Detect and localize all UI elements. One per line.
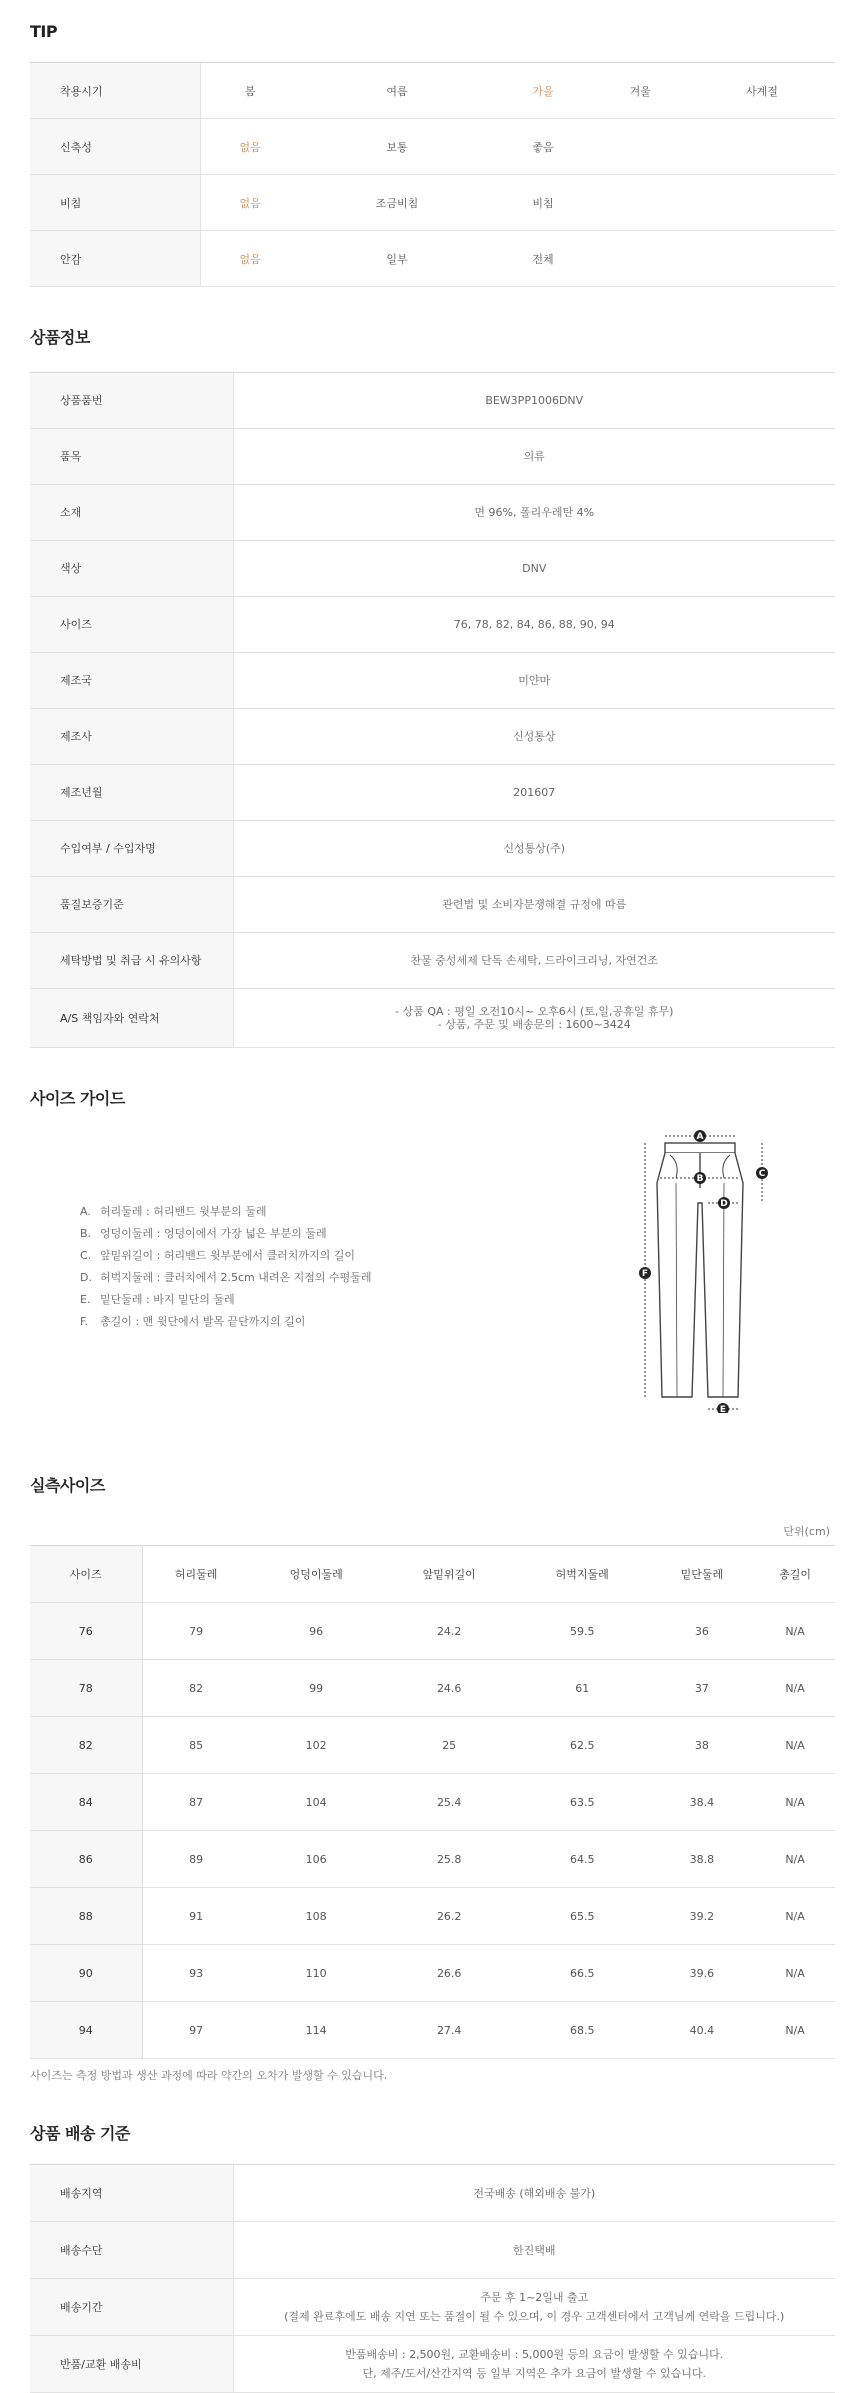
measurement-cell: 39.2: [649, 1888, 755, 1945]
info-row-label: 소재: [30, 485, 233, 541]
tip-option: [592, 119, 689, 175]
tip-row: [30, 231, 835, 287]
measurement-cell: 38.4: [649, 1774, 755, 1831]
info-row-value: 면 96%, 폴리우레탄 4%: [474, 506, 595, 519]
size-guide-item: [80, 1223, 371, 1245]
tip-title: TIP: [30, 22, 58, 41]
tip-row-label: 안감: [30, 231, 200, 287]
shipping-row-value-cell: [233, 2222, 835, 2279]
measurement-cell: N/A: [755, 1660, 835, 1717]
measurement-cell: 90: [30, 1945, 142, 2002]
info-row-value-cell: [233, 597, 835, 653]
shipping-row: [30, 2279, 835, 2336]
tip-option: [592, 175, 689, 231]
measurement-cell: 97: [142, 2002, 250, 2059]
tip-row-label: 비침: [30, 175, 200, 231]
shipping-row: [30, 2336, 835, 2393]
info-row: [30, 429, 835, 485]
info-row-label: 제조사: [30, 709, 233, 765]
info-row-value-cell: [233, 485, 835, 541]
shipping-row-value: 전국배송 (해외배송 불가): [473, 2186, 596, 2200]
info-row-value: 관련법 및 소비자분쟁해결 규정에 따름: [442, 898, 627, 911]
measurement-cell: 68.5: [516, 2002, 649, 2059]
measurement-cell: 25.4: [383, 1774, 516, 1831]
info-row-label: 수입여부 / 수입자명: [30, 821, 233, 877]
measurement-cell: N/A: [755, 1831, 835, 1888]
info-row-value-cell: [233, 653, 835, 709]
size-guide-item: [80, 1201, 371, 1223]
measurement-cell: 93: [142, 1945, 250, 2002]
size-guide-item: [80, 1267, 371, 1289]
tip-option: [689, 231, 835, 287]
size-guide-item: [80, 1289, 371, 1311]
tip-row-label: 신축성: [30, 119, 200, 175]
info-row-value: 201607: [513, 786, 556, 799]
info-row-value-2: - 상품, 주문 및 배송문의 : 1600~3424: [437, 1018, 631, 1031]
measurement-row: [30, 2002, 835, 2059]
tip-option: [689, 119, 835, 175]
measurement-row: [30, 1831, 835, 1888]
info-row-label: 세탁방법 및 취급 시 유의사항: [30, 933, 233, 989]
measurement-cell: 94: [30, 2002, 142, 2059]
measurement-cell: 62.5: [516, 1717, 649, 1774]
info-row: [30, 821, 835, 877]
tip-option: 여름: [300, 63, 495, 119]
measurement-row: [30, 1888, 835, 1945]
measurement-header: 사이즈: [30, 1546, 142, 1603]
shipping-row-value: 한진택배: [512, 2243, 556, 2257]
product-info-table: [30, 372, 835, 1048]
measurement-cell: 40.4: [649, 2002, 755, 2059]
product-info-title: 상품정보: [30, 328, 90, 347]
tip-option: 없음: [200, 231, 300, 287]
size-guide-key: B.: [80, 1227, 92, 1240]
shipping-row-value-cell: [233, 2165, 835, 2222]
measurement-cell: 61: [516, 1660, 649, 1717]
info-row: [30, 989, 835, 1048]
measurement-header: 허벅지둘레: [516, 1546, 649, 1603]
measurement-row: [30, 1603, 835, 1660]
shipping-row-value: 주문 후 1~2일내 출고: [480, 2291, 589, 2304]
info-row-value-cell: [233, 821, 835, 877]
info-row-value: 신성통상(주): [503, 842, 566, 855]
measurement-cell: 39.6: [649, 1945, 755, 2002]
tip-option: [592, 231, 689, 287]
tip-option: 없음: [200, 175, 300, 231]
info-row-label: 사이즈: [30, 597, 233, 653]
tip-option: 좋음: [494, 119, 591, 175]
measurement-cell: 85: [142, 1717, 250, 1774]
info-row-label: 색상: [30, 541, 233, 597]
info-row: [30, 877, 835, 933]
measurement-cell: 89: [142, 1831, 250, 1888]
unit-label: 단위(cm): [783, 1525, 830, 1538]
measurement-cell: 24.6: [383, 1660, 516, 1717]
info-row-value-cell: [233, 933, 835, 989]
size-guide-key: C.: [80, 1249, 92, 1262]
info-row-value: 찬물 중성세제 단독 손세탁, 드라이크리닝, 자연건조: [410, 954, 659, 967]
size-guide-key: D.: [80, 1271, 92, 1284]
measurement-cell: N/A: [755, 1774, 835, 1831]
shipping-row: [30, 2222, 835, 2279]
size-guide-text: 앞밑위길이 : 허리밴드 윗부분에서 클러치까지의 길이: [100, 1249, 355, 1262]
shipping-row-label: 배송기간: [30, 2279, 233, 2336]
shipping-row-value-cell: [233, 2336, 835, 2393]
marker-d-label: D: [720, 1199, 728, 1209]
info-row-value: BEW3PP1006DNV: [485, 394, 584, 407]
measurement-cell: N/A: [755, 1888, 835, 1945]
info-row-value-cell: [233, 989, 835, 1048]
measurement-cell: 66.5: [516, 1945, 649, 2002]
measurement-cell: 88: [30, 1888, 142, 1945]
measurement-cell: 27.4: [383, 2002, 516, 2059]
info-row: [30, 709, 835, 765]
tip-row: [30, 175, 835, 231]
info-row-value-cell: [233, 541, 835, 597]
measurement-cell: 82: [142, 1660, 250, 1717]
measurement-cell: 79: [142, 1603, 250, 1660]
info-row: [30, 541, 835, 597]
tip-option: [689, 175, 835, 231]
shipping-row-label: 배송수단: [30, 2222, 233, 2279]
measurement-cell: 37: [649, 1660, 755, 1717]
info-row: [30, 373, 835, 429]
marker-b-label: B: [696, 1174, 704, 1184]
tip-row: [30, 119, 835, 175]
measurement-row: [30, 1717, 835, 1774]
tip-option: 사계절: [689, 63, 835, 119]
shipping-row-label: 반품/교환 배송비: [30, 2336, 233, 2393]
measurement-cell: N/A: [755, 1603, 835, 1660]
tip-option: 전체: [494, 231, 591, 287]
size-guide-text: 총길이 : 맨 윗단에서 발목 끝단까지의 길이: [100, 1315, 306, 1328]
measurement-header: 밑단둘레: [649, 1546, 755, 1603]
info-row-value-cell: [233, 877, 835, 933]
tip-option: 일부: [300, 231, 495, 287]
measurement-cell: 91: [142, 1888, 250, 1945]
info-row-label: 품질보증기준: [30, 877, 233, 933]
measurement-cell: 87: [142, 1774, 250, 1831]
measurement-cell: 84: [30, 1774, 142, 1831]
measurement-cell: 64.5: [516, 1831, 649, 1888]
tip-table: [30, 62, 835, 287]
info-row-value-cell: [233, 765, 835, 821]
info-row-label: 품목: [30, 429, 233, 485]
tip-option: 겨울: [592, 63, 689, 119]
measurement-cell: N/A: [755, 1717, 835, 1774]
measurement-cell: 38: [649, 1717, 755, 1774]
size-guide-title: 사이즈 가이드: [30, 1089, 125, 1108]
measurement-cell: 59.5: [516, 1603, 649, 1660]
measurement-cell: 102: [250, 1717, 383, 1774]
info-row-value: 미얀마: [518, 674, 551, 687]
size-guide-list: [80, 1201, 371, 1333]
info-row-label: A/S 책임자와 연락처: [30, 989, 233, 1048]
measurement-header: 엉덩이둘레: [250, 1546, 383, 1603]
marker-c-label: C: [758, 1169, 766, 1179]
size-guide-key: A.: [80, 1205, 91, 1218]
pants-diagram: [610, 1123, 810, 1413]
info-row: [30, 485, 835, 541]
measurement-cell: 25: [383, 1717, 516, 1774]
size-guide-item: [80, 1311, 371, 1333]
size-guide-key: F.: [80, 1315, 89, 1328]
tip-option: 보통: [300, 119, 495, 175]
measurement-note: 사이즈는 측정 방법과 생산 과정에 따라 약간의 오차가 발생할 수 있습니다.: [30, 2069, 388, 2082]
measurement-cell: N/A: [755, 2002, 835, 2059]
info-row: [30, 933, 835, 989]
shipping-table: [30, 2164, 835, 2393]
measurement-cell: 106: [250, 1831, 383, 1888]
shipping-row-value-cell: [233, 2279, 835, 2336]
measurement-cell: 114: [250, 2002, 383, 2059]
measurement-cell: 104: [250, 1774, 383, 1831]
info-row-value: DNV: [522, 562, 547, 575]
measurement-cell: 24.2: [383, 1603, 516, 1660]
tip-row: [30, 63, 835, 119]
measurement-cell: 108: [250, 1888, 383, 1945]
measurement-cell: 86: [30, 1831, 142, 1888]
size-guide: [30, 1123, 835, 1473]
measurement-cell: 38.8: [649, 1831, 755, 1888]
info-row: [30, 653, 835, 709]
marker-f-label: F: [641, 1269, 649, 1279]
info-row: [30, 765, 835, 821]
shipping-row-value-2: (결제 완료후에도 배송 지연 또는 품절이 될 수 있으며, 이 경우 고객센터에서 고객님께 연락을 드립니다.): [284, 2310, 785, 2323]
info-row-value-cell: [233, 429, 835, 485]
measurement-cell: 63.5: [516, 1774, 649, 1831]
measurement-cell: 76: [30, 1603, 142, 1660]
shipping-row: [30, 2165, 835, 2222]
measurement-cell: 26.6: [383, 1945, 516, 2002]
info-row-value: 76, 78, 82, 84, 86, 88, 90, 94: [453, 618, 615, 631]
measurement-cell: 36: [649, 1603, 755, 1660]
info-row-value-cell: [233, 709, 835, 765]
measurement-row: [30, 1945, 835, 2002]
marker-a-label: A: [696, 1132, 704, 1142]
size-guide-key: E.: [80, 1293, 91, 1306]
tip-option: 가을: [494, 63, 591, 119]
measurement-cell: 96: [250, 1603, 383, 1660]
measurement-header: 총길이: [755, 1546, 835, 1603]
measurement-cell: 82: [30, 1717, 142, 1774]
shipping-row-label: 배송지역: [30, 2165, 233, 2222]
tip-option: 봄: [200, 63, 300, 119]
info-row-value: 의류: [523, 450, 545, 463]
measurement-header: 앞밑위길이: [383, 1546, 516, 1603]
size-guide-text: 허벅지둘레 : 클러치에서 2.5cm 내려온 지점의 수평둘레: [100, 1271, 372, 1284]
tip-row-label: 착용시기: [30, 63, 200, 119]
size-guide-item: [80, 1245, 371, 1267]
measurement-table: [30, 1545, 835, 2059]
tip-option: 조금비침: [300, 175, 495, 231]
measurement-row: [30, 1774, 835, 1831]
tip-option: 없음: [200, 119, 300, 175]
info-row-value: 신성통상: [512, 730, 556, 743]
size-guide-text: 밑단둘레 : 바지 밑단의 둘레: [100, 1293, 235, 1306]
info-row-value: - 상품 QA : 평일 오전10시~ 오후6시 (토,일,공휴일 휴무): [395, 1005, 674, 1018]
tip-option: 비침: [494, 175, 591, 231]
measurement-cell: 26.2: [383, 1888, 516, 1945]
size-guide-text: 엉덩이둘레 : 엉덩이에서 가장 넓은 부분의 둘레: [100, 1227, 327, 1240]
info-row-label: 제조년월: [30, 765, 233, 821]
info-row-label: 제조국: [30, 653, 233, 709]
measurement-header: 허리둘레: [142, 1546, 250, 1603]
measurement-cell: 25.8: [383, 1831, 516, 1888]
info-row-label: 상품품번: [30, 373, 233, 429]
info-row: [30, 597, 835, 653]
measurement-title: 실측사이즈: [30, 1476, 105, 1495]
size-guide-text: 허리둘레 : 허리밴드 윗부분의 둘레: [100, 1205, 267, 1218]
measurement-cell: 99: [250, 1660, 383, 1717]
marker-e-label: E: [719, 1405, 727, 1413]
measurement-cell: 110: [250, 1945, 383, 2002]
measurement-row: [30, 1660, 835, 1717]
shipping-title: 상품 배송 기준: [30, 2124, 130, 2143]
shipping-row-value-2: 단, 제주/도서/산간지역 등 일부 지역은 추가 요금이 발생할 수 있습니다.: [362, 2367, 706, 2380]
measurement-cell: N/A: [755, 1945, 835, 2002]
info-row-value-cell: [233, 373, 835, 429]
measurement-cell: 78: [30, 1660, 142, 1717]
shipping-row-value: 반품배송비 : 2,500원, 교환배송비 : 5,000원 등의 요금이 발생할 수 있습니다.: [345, 2348, 724, 2361]
measurement-cell: 65.5: [516, 1888, 649, 1945]
